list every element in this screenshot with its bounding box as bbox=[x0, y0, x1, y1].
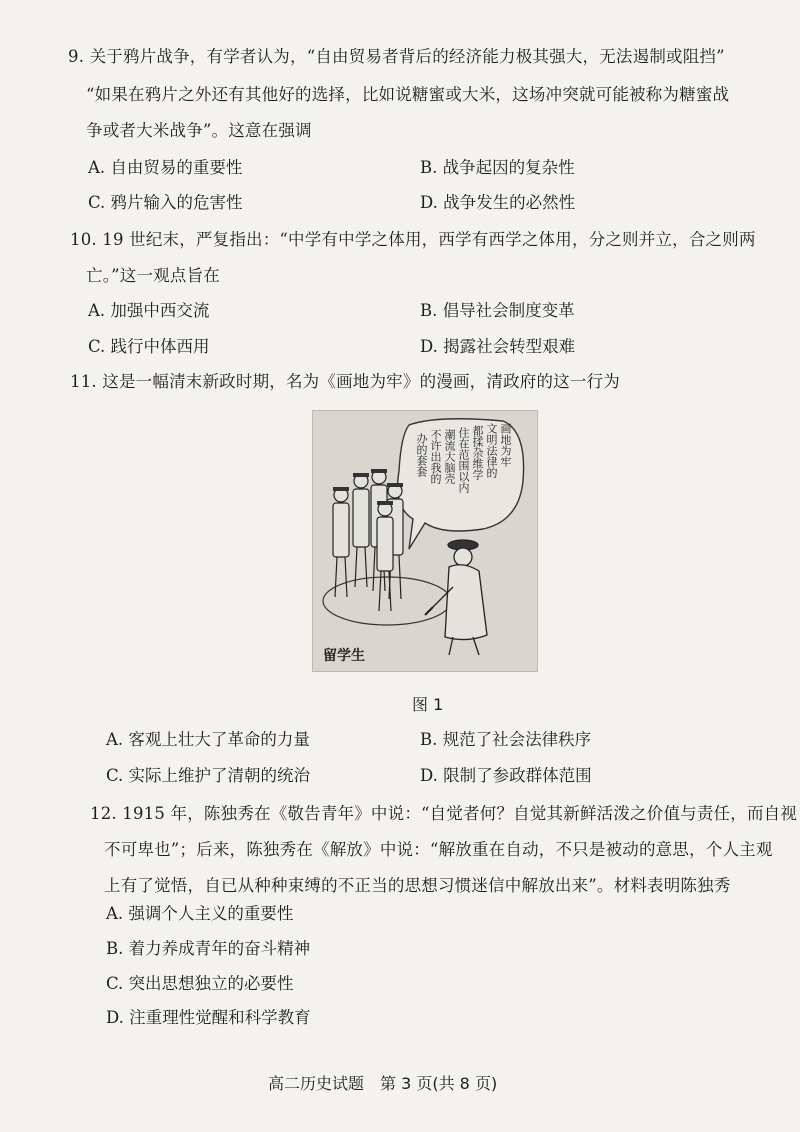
q9-option-d: D. 战争发生的必然性 bbox=[420, 193, 576, 212]
q10-option-a: A. 加强中西交流 bbox=[88, 301, 210, 320]
q9-option-b: B. 战争起因的复杂性 bbox=[420, 158, 575, 177]
q12-option-a: A. 强调个人主义的重要性 bbox=[106, 904, 294, 923]
q9-option-a: A. 自由贸易的重要性 bbox=[88, 158, 243, 177]
q9-stem-line-3: 争或者大米战争”。这意在强调 bbox=[86, 121, 312, 140]
q10-stem-line-1: 10. 19 世纪末，严复指出：“中学有中学之体用，西学有西学之体用，分之则并立，合之则两 bbox=[70, 230, 756, 249]
bubble-text-6: 不许出我的 bbox=[429, 429, 442, 484]
q12-option-c: C. 突出思想独立的必要性 bbox=[106, 974, 294, 993]
bubble-text-1: 画地为牢 bbox=[499, 423, 512, 467]
q10-option-b: B. 倡导社会制度变革 bbox=[420, 301, 575, 320]
bubble-text-4: 住在范围以内 bbox=[457, 427, 470, 493]
q11-option-d: D. 限制了参政群体范围 bbox=[420, 766, 592, 785]
q12-option-d: D. 注重理性觉醒和科学教育 bbox=[106, 1008, 311, 1027]
q9-option-c: C. 鸦片输入的危害性 bbox=[88, 193, 243, 212]
page-footer: 高二历史试题 第 3 页(共 8 页) bbox=[268, 1074, 498, 1093]
q12-option-b: B. 着力养成青年的奋斗精神 bbox=[106, 939, 311, 958]
bubble-text-2: 文明法律的 bbox=[485, 423, 498, 478]
q11-option-a: A. 客观上壮大了革命的力量 bbox=[106, 730, 310, 749]
bubble-text-3: 都揉杂维学 bbox=[471, 425, 484, 480]
q11-stem-line-1: 11. 这是一幅清末新政时期，名为《画地为牢》的漫画，清政府的这一行为 bbox=[70, 372, 620, 391]
comic-caption: 留学生 bbox=[323, 648, 365, 664]
q12-stem-line-2: 不可卑也”；后来，陈独秀在《解放》中说：“解放重在自动，不只是被动的意思，个人主观 bbox=[104, 840, 773, 859]
q11-option-b: B. 规范了社会法律秩序 bbox=[420, 730, 592, 749]
ground-circle bbox=[323, 577, 451, 625]
comic-image bbox=[312, 410, 538, 672]
q12-stem-line-3: 上有了觉悟，自已从种种束缚的不正当的思想习惯迷信中解放出来”。材料表明陈独秀 bbox=[104, 876, 731, 895]
q10-stem-line-2: 亡。”这一观点旨在 bbox=[86, 266, 220, 285]
qing-official bbox=[425, 540, 487, 655]
q9-stem-line-1: 9. 关于鸦片战争，有学者认为，“自由贸易者背后的经济能力极其强大，无法遏制或阻挡” bbox=[68, 47, 725, 66]
q9-stem-line-2: “如果在鸦片之外还有其他好的选择，比如说糖蜜或大米，这场冲突就可能被称为糖蜜战 bbox=[86, 85, 730, 104]
q10-option-c: C. 践行中体西用 bbox=[88, 337, 210, 356]
figure-label: 图 1 bbox=[412, 695, 444, 714]
students-group bbox=[333, 470, 403, 611]
bubble-text-5: 潮流大脑壳 bbox=[443, 429, 456, 484]
q12-stem-line-1: 12. 1915 年，陈独秀在《敬告青年》中说：“自觉者何？自觉其新鲜活泼之价值与责任，而自视 bbox=[90, 804, 798, 823]
q11-option-c: C. 实际上维护了清朝的统治 bbox=[106, 766, 311, 785]
bubble-text-7: 办的套套 bbox=[415, 433, 428, 477]
q10-option-d: D. 揭露社会转型艰难 bbox=[420, 337, 576, 356]
